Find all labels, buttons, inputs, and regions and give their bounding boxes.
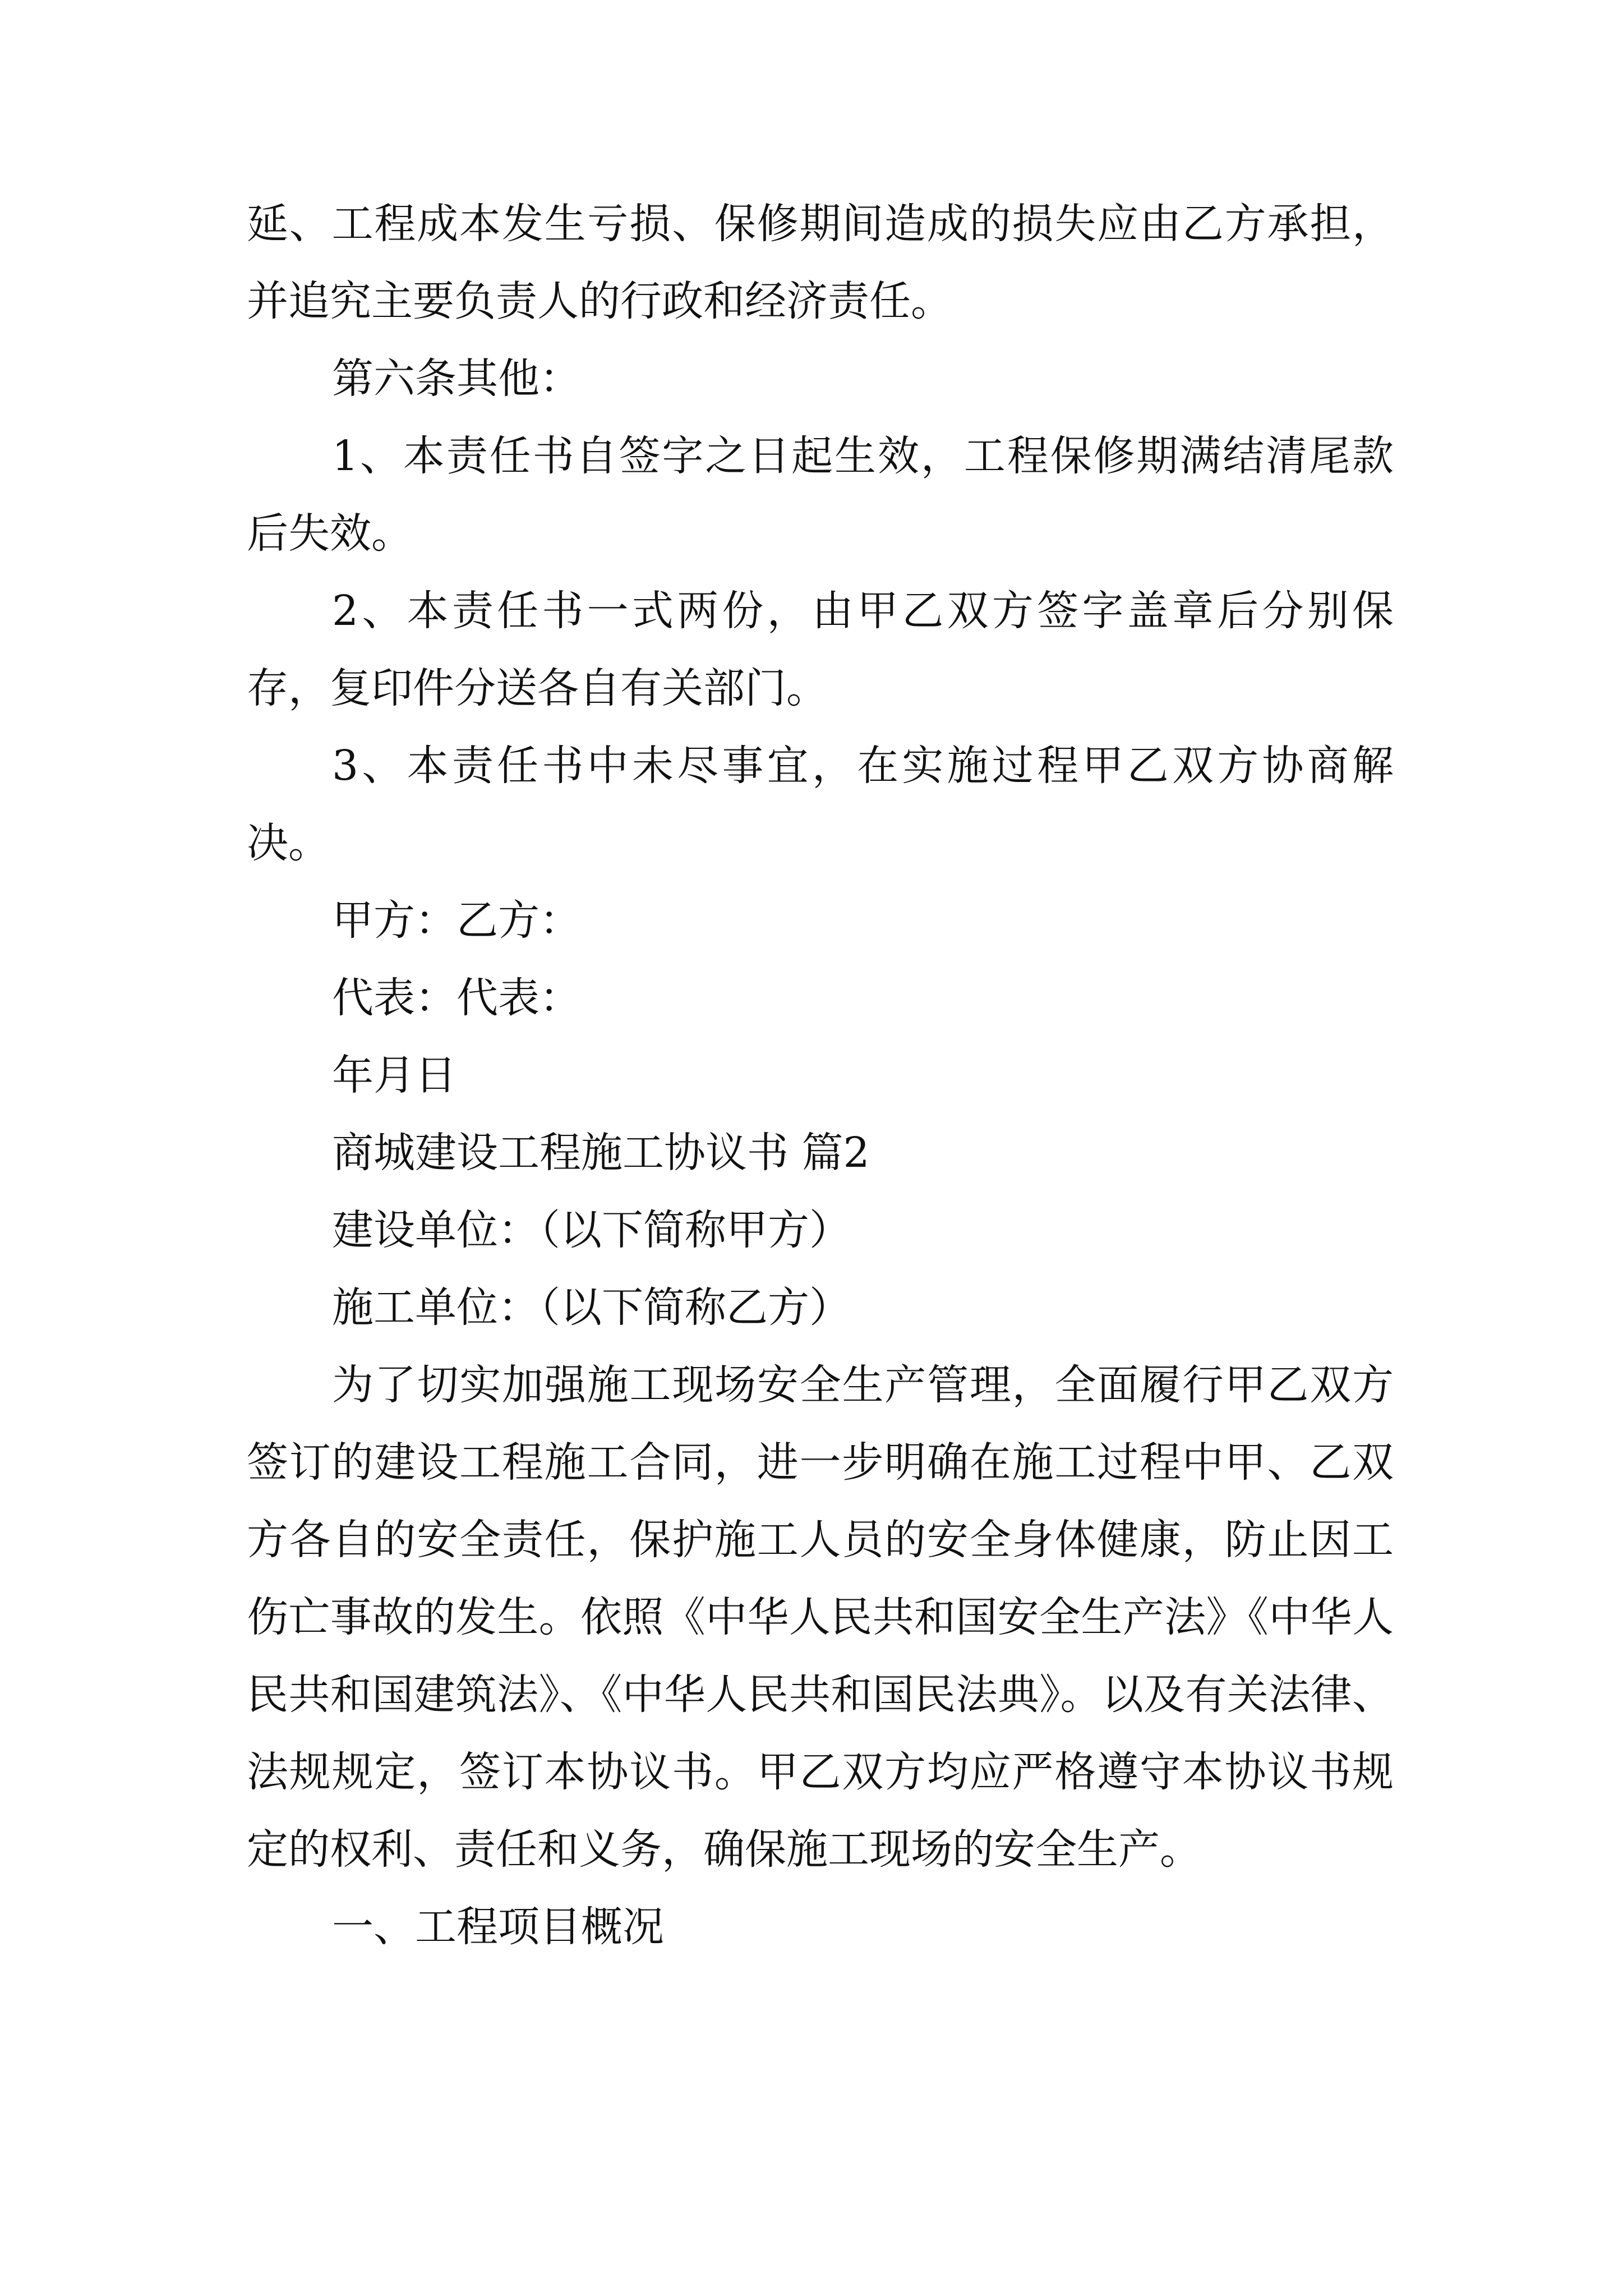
paragraph-liability: 延、工程成本发生亏损、保修期间造成的损失应由乙方承担，并追究主要负责人的行政和经济责任。	[247, 200, 1394, 325]
section-title: 商城建设工程施工协议书 篇2	[332, 1129, 870, 1177]
contractor-unit-line: 施工单位：（以下简称乙方）	[332, 1283, 851, 1332]
clause-3: 3、本责任书中未尽事宜，在实施过程甲乙双方协商解决。	[247, 742, 1394, 867]
article-six-heading: 第六条其他：	[332, 355, 581, 403]
document-body	[247, 185, 1394, 1966]
date-line: 年月日	[332, 1051, 457, 1099]
party-line: 甲方：乙方：	[332, 896, 581, 945]
representative-line: 代表：代表：	[332, 974, 581, 1022]
clause-2: 2、本责任书一式两份，由甲乙双方签字盖章后分别保存，复印件分送各自有关部门。	[247, 587, 1394, 712]
project-overview-heading: 一、工程项目概况	[332, 1903, 664, 1951]
clause-1: 1、本责任书自签字之日起生效，工程保修期满结清尾款后失效。	[247, 432, 1394, 558]
construction-unit-line: 建设单位：（以下简称甲方）	[332, 1206, 851, 1254]
preamble-paragraph: 为了切实加强施工现场安全生产管理，全面履行甲乙双方签订的建设工程施工合同，进一步明确在施工过程中甲、乙双方各自的安全责任，保护施工人员的安全身体健康，防止因工伤亡事故的发生。依照《中华人民共和国安全生产法》《中华人民共和国建筑法》、《中华人民共和国民法典》。以及有关法律、法规规定，签订本协议书。甲乙双方均应严格遵守本协议书规定的权利、责任和义务，确保施工现场的安全生产。	[247, 1361, 1394, 1874]
